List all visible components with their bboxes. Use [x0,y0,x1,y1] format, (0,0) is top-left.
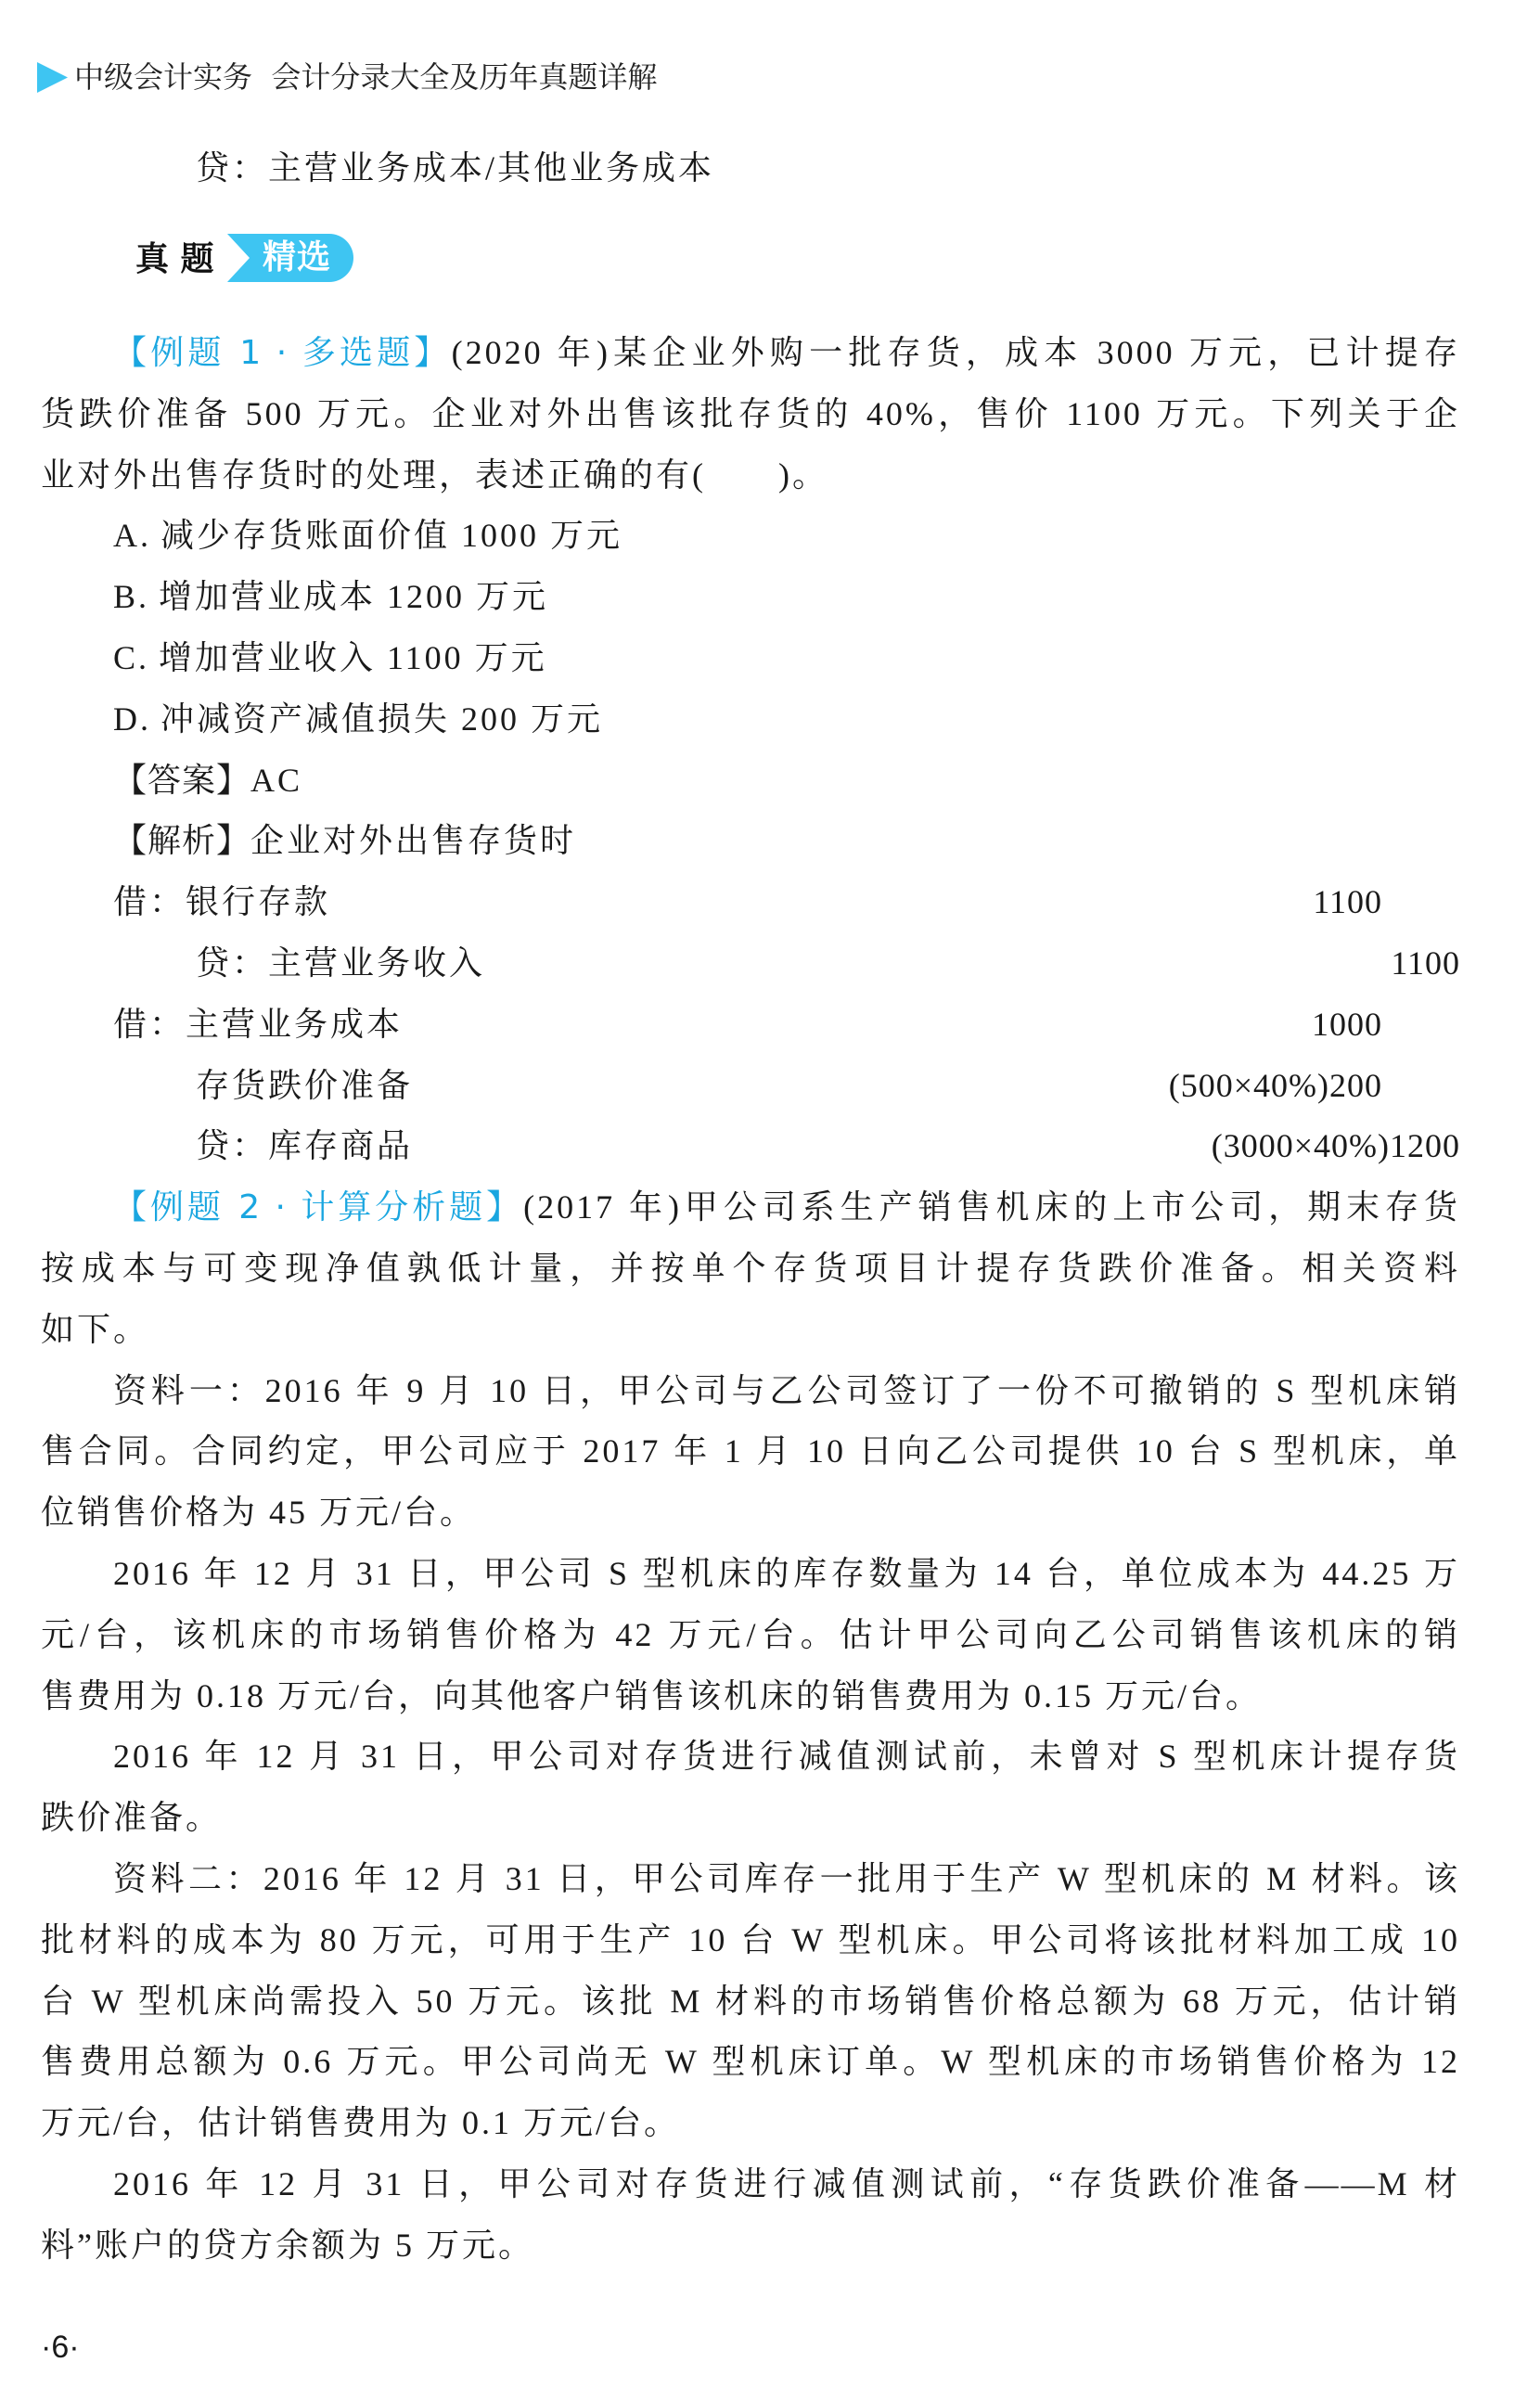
entry-account: 库存商品 [268,1127,414,1164]
material-line: 2016 年 12 月 31 日，甲公司对存货进行减值测试前，未曾对 S 型机床计提存货 [113,1738,1460,1775]
material-line: 元/台，该机床的市场销售价格为 42 万元/台。估计甲公司向乙公司销售该机床的销 [41,1616,1460,1653]
material-line: 跌价准备。 [41,1799,223,1836]
option-text: 增加营业收入 1100 万元 [159,639,547,676]
option-key: C. [113,639,150,676]
example2-intro-text: (2017 年)甲公司系生产销售机床的上市公司，期末存货 [523,1188,1460,1226]
entry-amount-credit: (3000×40%)1200 [1211,1127,1460,1164]
option-text: 增加营业成本 1200 万元 [159,578,549,615]
entry-account: 存货跌价准备 [196,1067,414,1104]
entry-amount-debit: 1000 [1312,1006,1382,1043]
material-line: 批材料的成本为 80 万元，可用于生产 10 台 W 型机床。甲公司将该批材料加工成 10 [41,1921,1460,1958]
intro-entry-line: 贷：主营业务成本/其他业务成本 [196,149,715,186]
option-key: B. [113,578,150,615]
entry-amount-credit: 1100 [1391,944,1460,982]
journal-entry-row [41,871,1460,932]
journal-entry-row [41,1055,1460,1116]
running-header-title: 中级会计实务 会计分录大全及历年真题详解 [74,59,658,95]
example2-label: 【例题 2 · 计算分析题】 [113,1188,524,1226]
journal-entry-row [41,932,1460,994]
example1-label: 【例题 1 · 多选题】 [113,334,452,372]
option-text: 减少存货账面价值 1000 万元 [160,517,623,554]
example1-question-line: 货跌价准备 500 万元。企业对外出售该批存货的 40%，售价 1100 万元。下列关于企 [41,395,1460,432]
material-line: 料”账户的贷方余额为 5 万元。 [41,2227,534,2264]
entry-account: 主营业务成本 [186,1006,404,1043]
entry-account: 主营业务收入 [268,944,486,982]
material-line: 资料一：2016 年 9 月 10 日，甲公司与乙公司签订了一份不可撤销的 S 型机床销 [113,1372,1460,1409]
entry-account: 银行存款 [186,883,331,920]
entry-direction: 借： [113,1006,186,1043]
answer-label: 【答案】 [113,762,251,800]
option-c [41,627,1460,688]
option-key: A. [113,517,151,554]
option-text: 冲减资产减值损失 200 万元 [160,700,604,738]
option-key: D. [113,700,151,738]
material-line: 2016 年 12 月 31 日，甲公司对存货进行减值测试前，“存货跌价准备——M 材 [113,2165,1460,2202]
triangle-right-icon [37,62,68,93]
material-line: 售费用总额为 0.6 万元。甲公司尚无 W 型机床订单。W 型机床的市场销售价格为 12 [41,2043,1460,2080]
analysis-label: 【解析】 [113,822,251,860]
material-line: 售合同。合同约定，甲公司应于 2017 年 1 月 10 日向乙公司提供 10 台 S 型机床，单 [41,1432,1460,1470]
page-number: ·6· [41,2330,80,2365]
journal-entry-row [41,1115,1460,1176]
entry-direction: 贷： [196,1127,269,1164]
analysis-line [41,810,1460,871]
answer-line [41,750,1460,811]
material-line: 万元/台，估计销售费用为 0.1 万元/台。 [41,2104,681,2141]
material-line: 资料二：2016 年 12 月 31 日，甲公司库存一批用于生产 W 型机床的 M 材料。该 [113,1860,1460,1897]
option-a [41,505,1460,566]
section-badge-prefix: 真 题 [135,239,214,278]
entry-amount-debit: 1100 [1313,883,1382,920]
example1-question-line [41,322,1460,383]
example1-question-text: (2020 年)某企业外购一批存货，成本 3000 万元，已计提存 [451,334,1460,371]
option-d [41,688,1460,750]
example2-intro-line: 如下。 [41,1311,150,1348]
material-line: 售费用为 0.18 万元/台，向其他客户销售该机床的销售费用为 0.15 万元/台。 [41,1677,1263,1714]
entry-direction: 借： [113,883,186,920]
example1-question-line: 业对外出售存货时的处理，表述正确的有( )。 [41,456,828,494]
answer-value: AC [250,762,303,799]
entry-amount-debit: (500×40%)200 [1168,1067,1382,1104]
journal-entry-row [41,994,1460,1055]
analysis-text: 企业对外出售存货时 [250,822,577,859]
example2-intro-line [41,1176,1460,1238]
option-b [41,566,1460,627]
entry-direction: 贷： [196,944,269,982]
section-badge-highlight: 精选 [262,238,331,276]
example2-intro-line: 按成本与可变现净值孰低计量，并按单个存货项目计提存货跌价准备。相关资料 [41,1250,1460,1287]
material-line: 台 W 型机床尚需投入 50 万元。该批 M 材料的市场销售价格总额为 68 万元，估计销 [41,1983,1460,2020]
material-line: 位销售价格为 45 万元/台。 [41,1494,477,1531]
material-line: 2016 年 12 月 31 日，甲公司 S 型机床的库存数量为 14 台，单位成本为 44.25 万 [113,1555,1460,1592]
